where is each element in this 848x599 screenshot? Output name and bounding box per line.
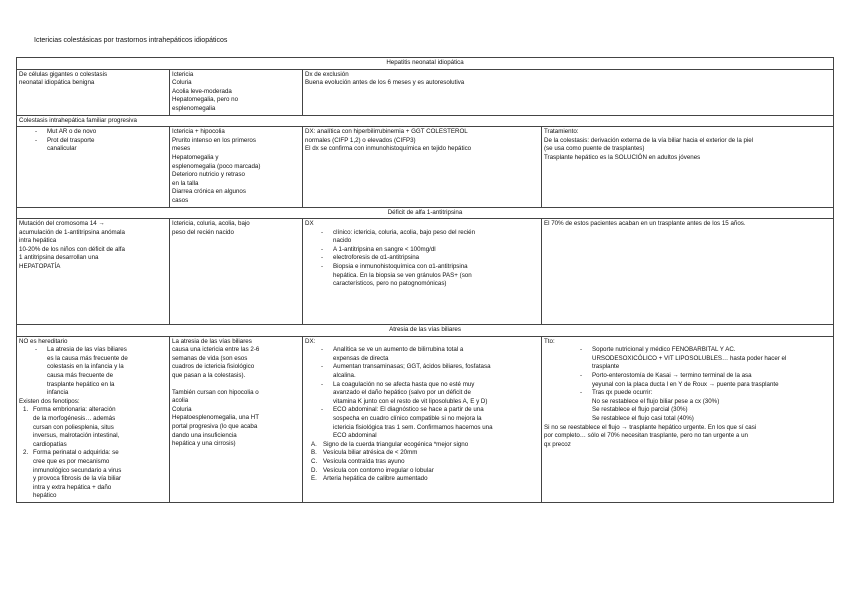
list-letter: D. xyxy=(311,466,318,474)
text-line: intra hepática xyxy=(19,237,57,245)
hepatitis-definition xyxy=(17,69,170,115)
list-letter: B. xyxy=(311,449,317,457)
text-line: qx precoz xyxy=(544,440,571,448)
section-title-atresia: Atresia de las vías biliares xyxy=(17,325,834,337)
atresia-treatment xyxy=(542,336,834,502)
text-line: Tratamiento: xyxy=(544,128,579,136)
list-item xyxy=(311,475,539,484)
text-line: meses xyxy=(172,145,191,153)
text-line: Aumentan transaminasas; GGT, ácidos biliares, fosfatasa xyxy=(333,363,491,371)
text-line: DX: xyxy=(305,337,316,345)
text-line: A 1-antitripsina en sangre < 100mg/dl xyxy=(333,245,436,253)
alfa1-clinical xyxy=(170,219,303,325)
list-letter: E. xyxy=(311,475,317,483)
text-line: cuadros de ictericia fisiológico xyxy=(172,363,255,371)
text-line: Trasplante hepático es la SOLUCIÓN en adultos jóvenes xyxy=(544,153,701,161)
text-line: de la morfogénesis… además xyxy=(33,415,116,423)
text-line: Diarrea crónica en algunos xyxy=(172,188,246,196)
text-line: sospecha en cuadro clínico compatible si no mejora la xyxy=(333,415,482,423)
text-line: Coluria xyxy=(172,405,192,413)
text-line: semanas de vida (son esos xyxy=(172,354,248,362)
text-line: cree que es por mecanismo xyxy=(33,458,110,465)
text-line: causa más frecuente de xyxy=(47,372,114,380)
text-line: colestasis en la infancia y la xyxy=(47,363,124,371)
text-line: Porto-enterostomía de Kasai → termino terminal de la asa xyxy=(592,372,752,380)
list-item xyxy=(333,254,539,263)
text-line: De la colestasis: derivación externa de la vía biliar hacia el exterior de la piel xyxy=(544,136,754,144)
text-line: inmunológico secundario a virus xyxy=(33,466,122,474)
text-line: hepático xyxy=(33,492,57,500)
list-item xyxy=(311,466,539,476)
text-line: No se restablece el flujo biliar pese a cx (30%) xyxy=(592,397,720,405)
text-line: Vesícula biliar atrésica de < 20mm xyxy=(323,449,418,457)
text-line: Coluria xyxy=(172,79,192,87)
text-line: y provoca fibrosis de la vía biliar xyxy=(33,475,122,483)
text-line: Tras qx puede ocurrir: xyxy=(592,389,653,397)
text-line: Hepatomegalia, pero no xyxy=(172,96,239,104)
text-line: nacido xyxy=(333,237,352,245)
text-line: Acolia leve-moderada xyxy=(172,87,232,95)
list-number: 2. xyxy=(23,449,29,457)
list-item xyxy=(333,406,539,440)
text-line: Existen dos fenotipos: xyxy=(19,397,80,405)
list-item xyxy=(47,346,167,398)
alfa1-definition xyxy=(17,219,170,325)
text-line: esplenomegalia xyxy=(172,104,216,112)
text-line: trasplante hepático en la xyxy=(47,380,115,388)
text-line: causa una ictericia entre las 2-6 xyxy=(172,346,260,354)
text-line: yeyunal con la placa ducta l en Y de Roux → puente para trasplante xyxy=(592,380,779,388)
text-line: Vesícula contraída tras ayuno xyxy=(323,458,405,465)
atresia-row xyxy=(17,336,834,502)
text-line: neonatal idiopática benigna xyxy=(19,79,95,87)
text-line: Prot del trasporte xyxy=(47,136,95,144)
text-line: DX: analítica con hiperbilirrubinemia + GGT COLESTEROL xyxy=(305,128,468,136)
text-line: Soporte nutricional y médico FENOBARBITAL Y AC. xyxy=(592,346,736,354)
text-line: Ictericia + hipocolia xyxy=(172,128,225,136)
text-line: DX xyxy=(305,220,314,228)
text-line: ECO abdominal: El diagnóstico se hace a partir de una xyxy=(333,406,484,414)
text-line: El dx se confirma con inmunohistoquímica en tejido hepático xyxy=(305,145,472,153)
text-line: ECO abdominal xyxy=(333,432,377,440)
hepatitis-row xyxy=(17,69,834,115)
list-item xyxy=(311,458,539,467)
text-line: en la talla xyxy=(172,179,199,187)
text-line: hepática. En la biopsia se ven gránulos PAS+ (son xyxy=(333,271,472,279)
text-line: Hepatomegalia y xyxy=(172,153,219,161)
text-line: Mutación del cromosoma 14 → xyxy=(19,220,105,228)
text-line: Buena evolución antes de los 6 meses y es autoresolutiva xyxy=(305,79,465,87)
list-letter: A. xyxy=(311,440,317,448)
text-line: acumulación de 1-antitripsina anómala xyxy=(19,228,125,236)
text-line: es la causa más frecuente de xyxy=(47,354,128,362)
text-line: dando una insuficiencia xyxy=(172,431,237,439)
text-line: Se restablece el flujo casi total (40%) xyxy=(592,415,694,423)
list-item xyxy=(23,406,167,449)
colestasis-diagnosis xyxy=(303,127,542,207)
main-table xyxy=(16,57,834,503)
text-line: inversus, malrotación intestinal, xyxy=(33,432,120,440)
text-line: electroforesis de α1-antitripsina xyxy=(333,254,420,262)
text-line: portal progresiva (lo que acaba xyxy=(172,423,258,431)
text-line: La atresia de las vías biliares xyxy=(47,346,127,354)
list-number: 1. xyxy=(23,406,29,414)
text-line: cursan con poliesplenia, situs xyxy=(33,423,114,431)
text-line: expensas de directa xyxy=(333,354,389,362)
text-line: Dx de exclusión xyxy=(305,70,349,78)
text-line: característicos, pero no patognomónicas) xyxy=(333,280,447,288)
text-line: acolia xyxy=(172,397,189,405)
text-line: Vesícula con contorno irregular o lobular xyxy=(323,466,434,474)
text-line: Tto: xyxy=(544,337,555,345)
list-item xyxy=(592,389,831,398)
text-line: cardiopatías xyxy=(33,440,67,448)
list-item xyxy=(333,363,539,380)
text-line: casos xyxy=(172,196,189,204)
text-line: ictericia fisiológica tras 1 sem. Confirmamos hacemos una xyxy=(333,423,493,431)
text-line: esplenomegalia (poco marcada) xyxy=(172,162,261,170)
text-line: Arteria hepática de calibre aumentado xyxy=(323,475,428,483)
text-line: avanzado el daño hepático (salvo por un déficit de xyxy=(333,389,471,397)
text-line: Ictericia, coluria, acolia, bajo xyxy=(172,220,250,228)
alfa1-row xyxy=(17,219,834,325)
text-line: infancia xyxy=(47,389,69,397)
list-item xyxy=(333,263,539,289)
text-line: Analítica se ve un aumento de bilirrubina total a xyxy=(333,346,464,354)
text-line: normales (CIFP 1,2) o elevados (CIFP3) xyxy=(305,136,416,144)
section-header-row xyxy=(17,58,834,70)
text-line: que pasan a la colestasis). xyxy=(172,372,246,380)
text-line: La atresia de las vías biliares xyxy=(172,337,252,345)
list-item xyxy=(23,449,167,501)
hepatitis-clinical xyxy=(170,69,303,115)
text-line: trasplante xyxy=(592,363,620,371)
colestasis-row xyxy=(17,127,834,207)
text-line: intra y extra hepática + daño xyxy=(33,483,112,491)
text-line: NO es hereditario xyxy=(19,337,68,345)
text-line: hepática y una cirrosis) xyxy=(172,440,236,448)
text-line: clínico: ictericia, coluria, acolia, bajo peso del recién xyxy=(333,228,476,236)
list-item xyxy=(311,449,539,458)
list-letter: C. xyxy=(311,458,318,465)
text-line: Deterioro nutricio y retraso xyxy=(172,171,245,179)
text-line: El 70% de estos pacientes acaban en un trasplante antes de los 15 años. xyxy=(544,220,746,228)
text-line: alcalina. xyxy=(333,372,356,380)
text-line: Ictericia xyxy=(172,70,194,78)
atresia-clinical xyxy=(170,336,303,502)
colestasis-treatment xyxy=(542,127,834,207)
text-line: Hepatoesplenomegalia, una HT xyxy=(172,414,260,422)
section-title-hepatitis: Hepatitis neonatal idiopática xyxy=(17,58,834,70)
section-header-row xyxy=(17,325,834,337)
alfa1-prognosis xyxy=(542,219,834,325)
colestasis-definition xyxy=(17,127,170,207)
list-item: - Mut AR o de novo xyxy=(47,128,167,137)
list-item xyxy=(333,246,539,255)
text-line: También cursan con hipocolia o xyxy=(172,388,259,396)
atresia-diagnosis xyxy=(303,336,542,502)
atresia-definition xyxy=(17,336,170,502)
text-line: canalicular xyxy=(47,145,77,153)
text-line: URSODESOXICÓLICO + VIT LIPOSOLUBLES… hasta poder hacer el xyxy=(592,354,787,362)
list-item xyxy=(592,346,831,372)
text-line: 1 antitripsina desarrollan una xyxy=(19,254,99,262)
text-line: Prurito intenso en los primeros xyxy=(172,136,256,144)
alfa1-diagnosis xyxy=(303,219,542,325)
text-line: peso del recién nacido xyxy=(172,228,234,236)
text-line: Signo de la cuerda triangular ecogénica *mejor signo xyxy=(323,440,469,448)
section-title-alfa1: Déficit de alfa 1-antitripsina xyxy=(17,207,834,219)
hepatitis-diagnosis xyxy=(303,69,834,115)
text-line: por completo… sólo el 70% necesitan trasplante, pero no tan urgente a un xyxy=(544,432,748,440)
text-line: Biopsia e inmunohistoquímica con α1-antitripsina xyxy=(333,263,468,271)
section-header-row xyxy=(17,207,834,219)
list-item xyxy=(311,440,539,450)
text-line: Forma embrionaria: alteración xyxy=(33,406,116,414)
text-line: Si no se reestablece el flujo → trasplante hepático urgente. En los que sí casi xyxy=(544,423,757,431)
section-header-row xyxy=(17,115,834,127)
text-line: La coagulación no se afecta hasta que no esté muy xyxy=(333,380,475,388)
list-item xyxy=(333,229,539,246)
list-item xyxy=(333,346,539,363)
text-line: HEPATOPATÍA xyxy=(19,263,61,271)
text-line: De células gigantes o colestasis xyxy=(19,70,108,78)
text-line: Se restablece el flujo parcial (30%) xyxy=(592,406,688,414)
text-line: 10-20% de los niños con déficit de alfa xyxy=(19,245,125,253)
document-title: Ictericias colestásicas por trastornos intrahepáticos idiopáticos xyxy=(34,37,228,44)
list-item xyxy=(592,372,831,389)
text-line: (se usa como puente de trasplantes) xyxy=(544,145,645,153)
list-item xyxy=(47,137,167,154)
colestasis-clinical xyxy=(170,127,303,207)
section-title-colestasis: Colestasis intrahepática familiar progresiva xyxy=(17,115,834,127)
text-line: Forma perinatal o adquirida: se xyxy=(33,449,119,457)
list-item xyxy=(333,381,539,407)
text-line: vitamina K junto con el resto de vit liposolubles A, E y D) xyxy=(333,397,488,405)
